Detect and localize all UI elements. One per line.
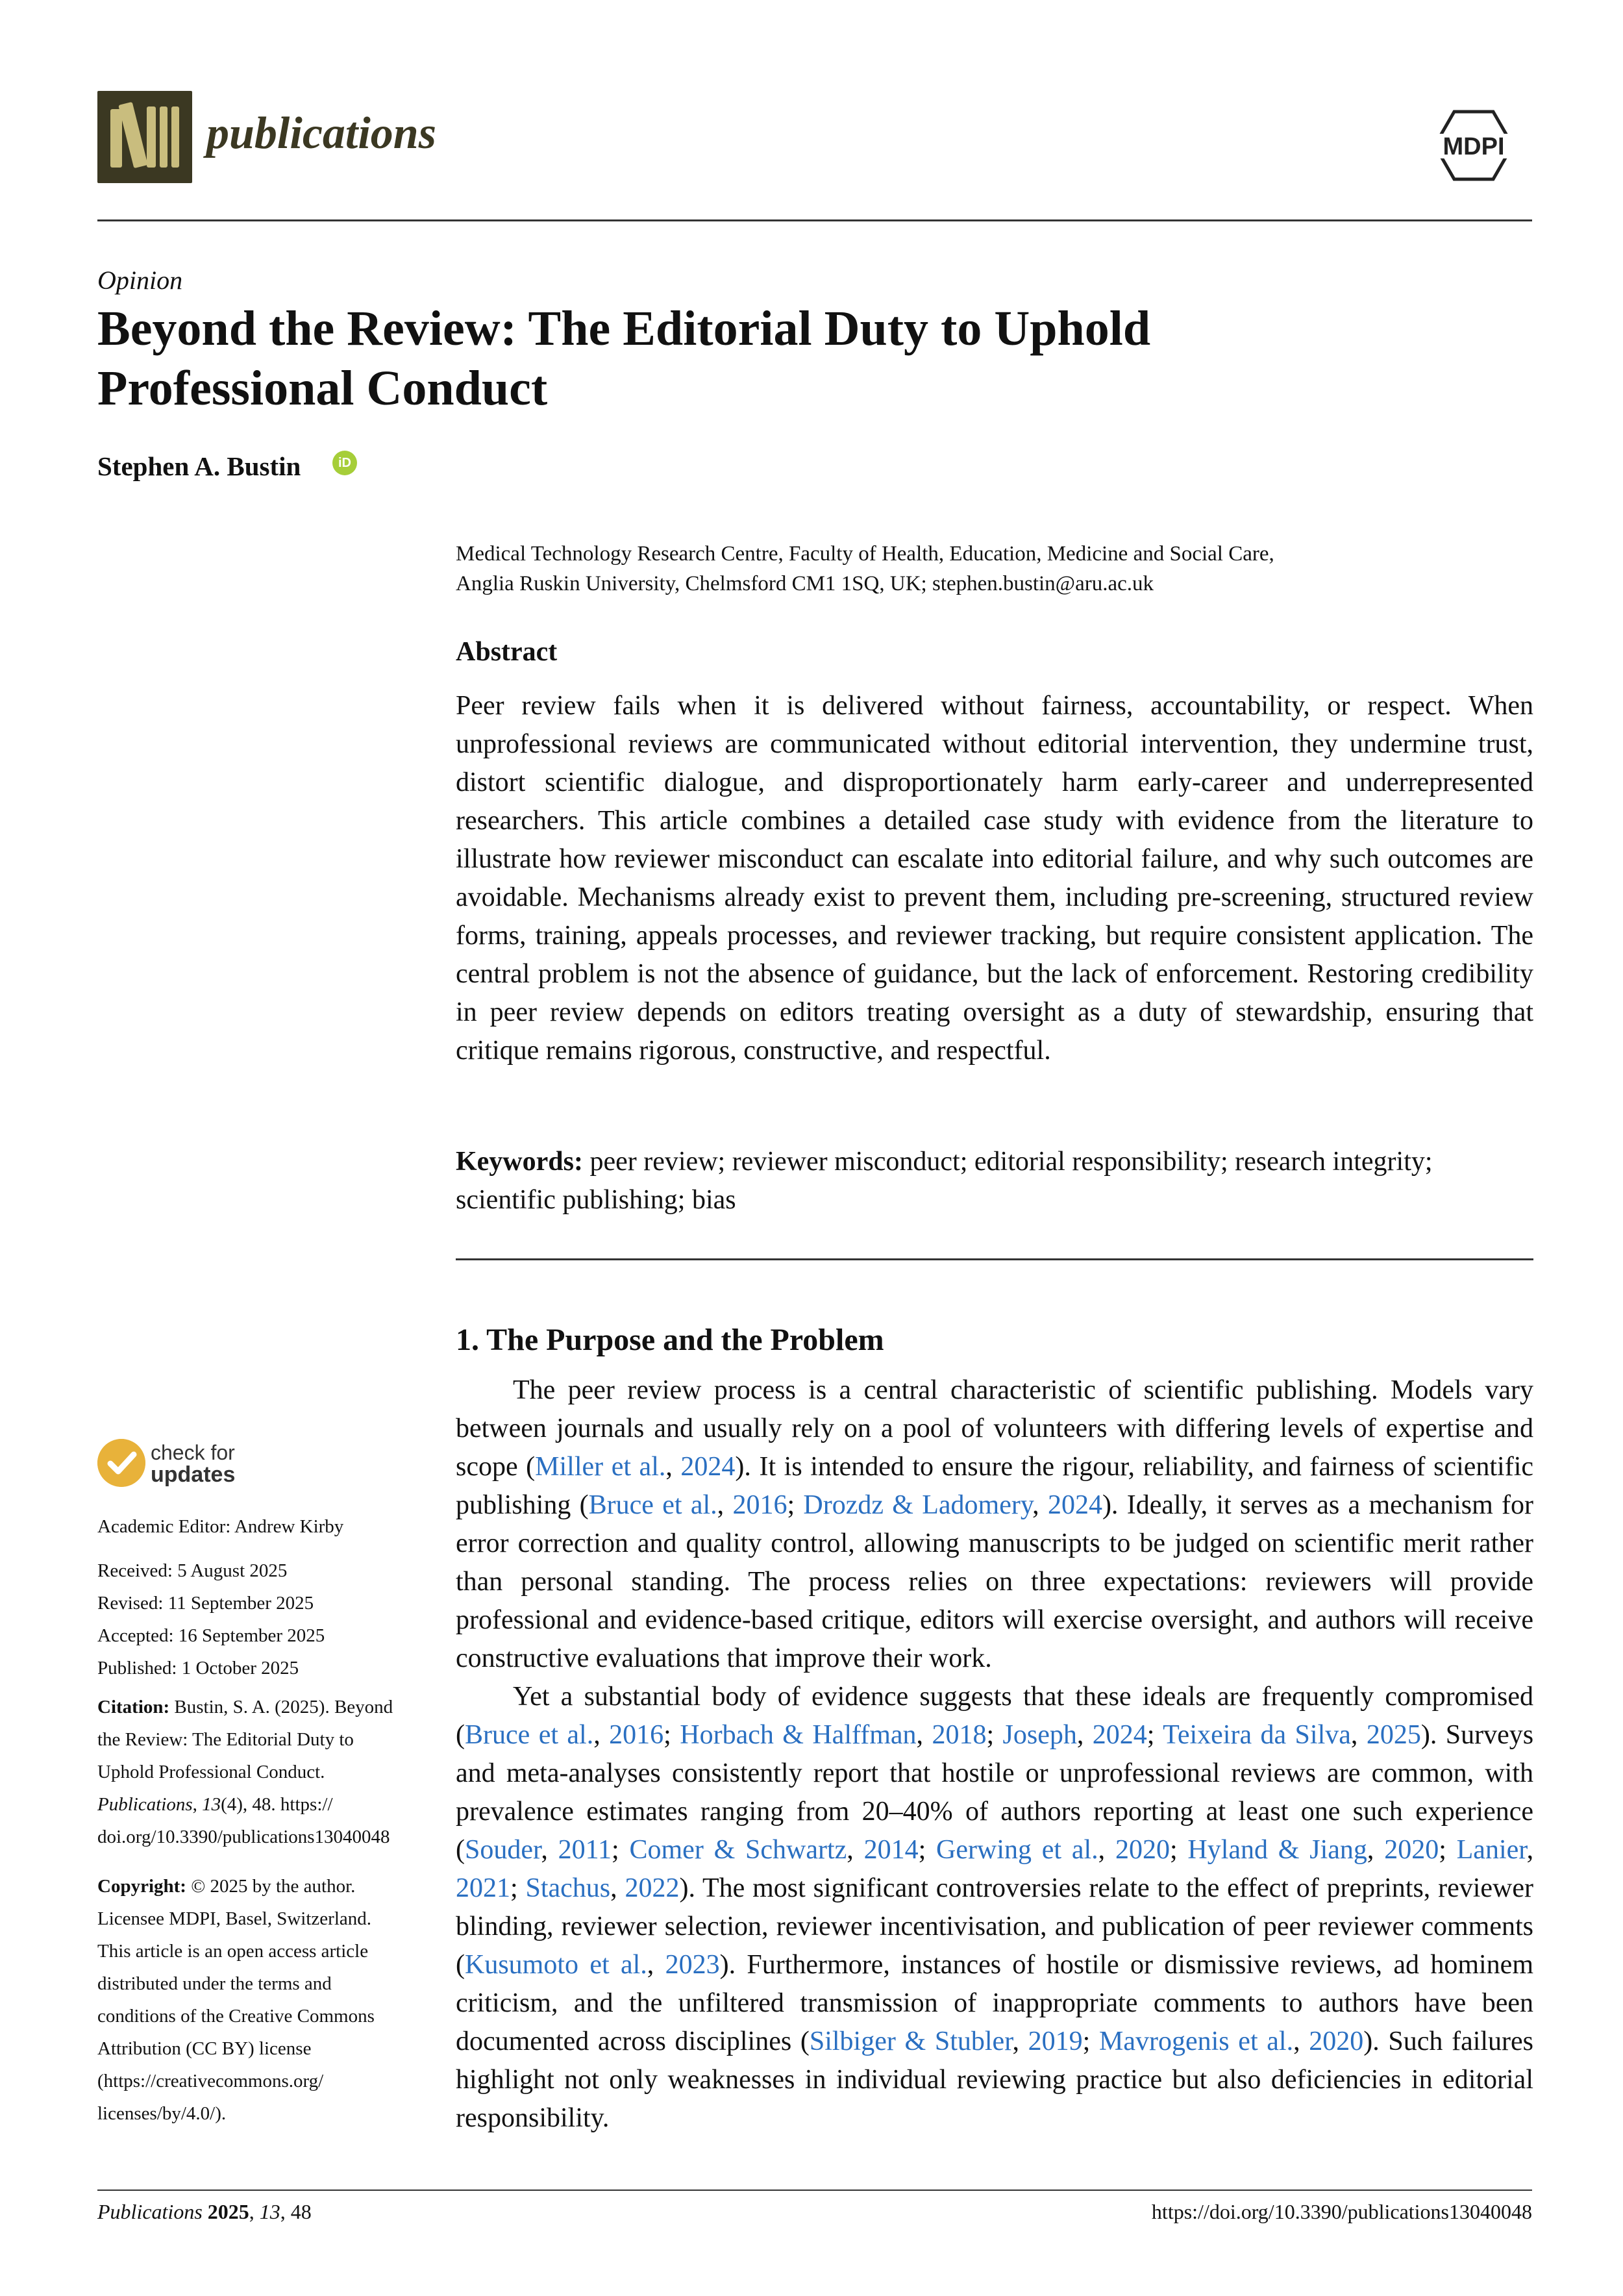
- reference-link[interactable]: Miller et al.: [535, 1452, 666, 1482]
- reference-link[interactable]: Hyland & Jiang: [1187, 1835, 1367, 1865]
- reference-link[interactable]: 2021: [456, 1873, 510, 1903]
- citation-label: Citation:: [97, 1697, 170, 1717]
- footer-volume: 13: [259, 2200, 280, 2223]
- reference-link[interactable]: Stachus: [525, 1873, 611, 1903]
- paragraph-text: ,: [1012, 2027, 1028, 2056]
- paragraph-text: ;: [787, 1490, 804, 1520]
- academic-editor: Academic Editor: Andrew Kirby: [97, 1516, 344, 1537]
- footer-doi[interactable]: https://doi.org/10.3390/publications13040048: [1151, 2200, 1532, 2223]
- reference-link[interactable]: 2016: [609, 1720, 664, 1750]
- paragraph-text: ). Ideally, it serves as a mechanism for error correction and quality control, allowing manuscripts to be judged on scientific merit rather than personal standing. The process relies on three expectations: reviewers will provide professional and evidence-based critique, editors will exercise oversight, and authors will receive constructive evaluations that improve their work.: [456, 1490, 1534, 1673]
- paragraph-text: ;: [918, 1835, 937, 1865]
- author-name[interactable]: Stephen A. Bustin: [97, 451, 301, 481]
- paragraph-text: ,: [916, 1720, 932, 1750]
- check-updates-line-2: updates: [151, 1462, 236, 1487]
- citation-journal: Publications: [97, 1794, 193, 1815]
- citation-line-3: Uphold Professional Conduct.: [97, 1762, 325, 1782]
- citation-doi[interactable]: doi.org/10.3390/publications13040048: [97, 1827, 390, 1847]
- keywords: [456, 1143, 1533, 1219]
- footer-rule: [97, 2190, 1532, 2191]
- copyright-line-1: © 2025 by the author.: [191, 1876, 356, 1897]
- paragraph-text: Yet a substantial body of evidence suggests that these ideals are frequently compromised (: [456, 1682, 1533, 1750]
- reference-link[interactable]: Drozdz & Ladomery: [803, 1490, 1033, 1520]
- abstract-heading: Abstract: [456, 637, 558, 667]
- date-revised: Revised: 11 September 2025: [97, 1593, 314, 1614]
- reference-link[interactable]: Souder: [465, 1835, 541, 1865]
- paragraph-text: ;: [1169, 1835, 1188, 1865]
- paragraph-text: ,: [1367, 1835, 1385, 1865]
- citation-block: Citation: Bustin, S. A. (2025). Beyond the Review: The Editorial Duty to Uphold Professional Conduct. Publications, 13(4), 48. https:// doi.org/10.3390/publications13040048: [97, 1691, 415, 1853]
- footer-citation: Publications 2025, 13, 48: [97, 2200, 312, 2223]
- reference-link[interactable]: 2023: [665, 1950, 720, 1980]
- date-accepted: Accepted: 16 September 2025: [97, 1625, 325, 1646]
- copyright-line-5: conditions of the Creative Commons: [97, 2006, 375, 2027]
- citation-line-2: the Review: The Editorial Duty to: [97, 1729, 354, 1750]
- section-body: [456, 1371, 1533, 2138]
- reference-link[interactable]: 2024: [680, 1452, 736, 1482]
- article-type: Opinion: [97, 266, 183, 295]
- reference-link[interactable]: 2020: [1309, 2027, 1364, 2056]
- journal-logo[interactable]: [97, 91, 192, 183]
- paragraph-text: ,: [665, 1452, 681, 1482]
- article-title: [97, 299, 1396, 418]
- reference-link[interactable]: 2020: [1384, 1835, 1439, 1865]
- reference-link[interactable]: Bruce et al.: [465, 1720, 594, 1750]
- paragraph-2: [456, 1678, 1533, 2138]
- reference-link[interactable]: 2011: [558, 1835, 612, 1865]
- reference-link[interactable]: Joseph: [1002, 1720, 1077, 1750]
- keywords-text: peer review; reviewer misconduct; editorial responsibility; research integrity; scientific publishing; bias: [456, 1147, 1433, 1215]
- paragraph-text: ,: [717, 1490, 733, 1520]
- header-rule: [97, 219, 1532, 221]
- citation-volume: 13: [202, 1794, 221, 1815]
- reference-link[interactable]: Teixeira da Silva: [1163, 1720, 1351, 1750]
- reference-link[interactable]: 2016: [732, 1490, 787, 1520]
- title-line-1: Beyond the Review: The Editorial Duty to Uphold: [97, 301, 1151, 356]
- paragraph-text: ). The most significant controversies relate to the effect of preprints, reviewer blinding, reviewer selection, reviewer incentivisation, and publication of peer reviewer comments (: [456, 1873, 1534, 1980]
- paragraph-text: ). Furthermore, instances of hostile or dismissive reviews, ad hominem criticism, and the unfiltered transmission of inappropriate comments to authors have been documented across disciplines (: [456, 1950, 1533, 2056]
- reference-link[interactable]: Lanier: [1456, 1835, 1527, 1865]
- paragraph-text: ;: [1439, 1835, 1457, 1865]
- copyright-block: [97, 1870, 415, 2130]
- copyright-line-4: distributed under the terms and: [97, 1973, 332, 1994]
- paragraph-text: ;: [663, 1720, 680, 1750]
- copyright-line-2: Licensee MDPI, Basel, Switzerland.: [97, 1908, 372, 1929]
- citation-line-1: Bustin, S. A. (2025). Beyond: [174, 1697, 393, 1717]
- keywords-label: Keywords:: [456, 1147, 583, 1177]
- reference-link[interactable]: Horbach & Halffman: [680, 1720, 917, 1750]
- footer-journal: Publications: [97, 2200, 203, 2223]
- paragraph-text: ,: [610, 1873, 625, 1903]
- reference-link[interactable]: 2020: [1115, 1835, 1170, 1865]
- reference-link[interactable]: 2024: [1092, 1720, 1147, 1750]
- reference-link[interactable]: Kusumoto et al.: [465, 1950, 647, 1980]
- paragraph-text: ,: [593, 1720, 610, 1750]
- footer-year: 2025: [207, 2200, 249, 2223]
- reference-link[interactable]: Gerwing et al.: [936, 1835, 1098, 1865]
- reference-link[interactable]: Comer & Schwartz: [629, 1835, 847, 1865]
- check-for-updates[interactable]: [151, 1441, 235, 1486]
- paragraph-text: ;: [510, 1873, 526, 1903]
- date-published: Published: 1 October 2025: [97, 1658, 299, 1678]
- reference-link[interactable]: 2022: [625, 1873, 680, 1903]
- mdpi-logo-text: MDPI: [1443, 133, 1505, 160]
- paragraph-text: ,: [1076, 1720, 1093, 1750]
- paragraph-text: The peer review process is a central characteristic of scientific publishing. Models vary between journals and usually rely on a pool of volunteers with differing levels of expertise and scope (: [456, 1375, 1533, 1482]
- paragraph-text: ;: [1082, 2027, 1100, 2056]
- paragraph-text: ,: [1526, 1835, 1534, 1865]
- affiliation-line-2: Anglia Ruskin University, Chelmsford CM1 1SQ, UK; stephen.bustin@aru.ac.uk: [456, 572, 1154, 595]
- copyright-label: Copyright:: [97, 1876, 186, 1897]
- paragraph-text: ;: [986, 1720, 1003, 1750]
- paragraph-text: ,: [847, 1835, 864, 1865]
- orcid-icon[interactable]: iD: [332, 451, 357, 475]
- copyright-line-3: This article is an open access article: [97, 1941, 369, 1962]
- reference-link[interactable]: Mavrogenis et al.: [1099, 2027, 1294, 2056]
- paragraph-text: ;: [1146, 1720, 1163, 1750]
- date-received: Received: 5 August 2025: [97, 1560, 288, 1581]
- check-updates-line-1: check for: [151, 1441, 235, 1464]
- section-divider: [456, 1258, 1533, 1260]
- journal-name[interactable]: publications: [206, 108, 436, 158]
- title-line-2: Professional Conduct: [97, 361, 548, 416]
- footer-article-no: , 48: [280, 2200, 312, 2223]
- paragraph-text: ,: [1350, 1720, 1367, 1750]
- paragraph-text: ,: [1032, 1490, 1048, 1520]
- copyright-line-6: Attribution (CC BY) license: [97, 2038, 312, 2059]
- abstract-text: Peer review fails when it is delivered without fairness, accountability, or respect. When unprofessional reviews are communicated without editorial intervention, they undermine trust, distort scientific dialogue, and disproportionately harm early-career and underrepresented researchers. This article combines a detailed case study with evidence from the literature to illustrate how reviewer misconduct can escalate into editorial failure, and why such outcomes are avoidable. Mechanisms already exist to prevent them, including pre-screening, structured review forms, training, appeals processes, and reviewer tracking, but require consistent application. The central problem is not the absence of guidance, but the lack of enforcement. Restoring credibility in peer review depends on editors treating oversight as a duty of stewardship, ensuring that critique remains rigorous, constructive, and respectful.: [456, 691, 1533, 1066]
- article-dates: [97, 1554, 415, 1684]
- reference-link[interactable]: 2019: [1028, 2027, 1083, 2056]
- affiliation: [456, 539, 1533, 599]
- license-link-line-2[interactable]: licenses/by/4.0/).: [97, 2103, 227, 2124]
- reference-link[interactable]: 2024: [1047, 1490, 1102, 1520]
- paragraph-text: ;: [612, 1835, 630, 1865]
- reference-link[interactable]: Bruce et al.: [588, 1490, 717, 1520]
- check-for-updates-icon[interactable]: [97, 1439, 145, 1487]
- paragraph-text: ,: [1098, 1835, 1115, 1865]
- reference-link[interactable]: Silbiger & Stubler: [809, 2027, 1013, 2056]
- mdpi-logo[interactable]: [1415, 109, 1532, 187]
- affiliation-line-1: Medical Technology Research Centre, Faculty of Health, Education, Medicine and Social Care,: [456, 542, 1274, 566]
- reference-link[interactable]: 2014: [863, 1835, 919, 1865]
- citation-issue[interactable]: (4), 48. https://: [221, 1794, 333, 1815]
- paragraph-text: ). Surveys and meta-analyses consistently report that hostile or unprofessional reviews are common, with prevalence estimates ranging from 20–40% of authors reporting at least one such experience (: [456, 1720, 1534, 1865]
- paragraph-text: ). Such failures highlight not only weaknesses in individual reviewing practice but also deficiencies in editorial responsibility.: [456, 2027, 1534, 2133]
- paragraph-1: [456, 1371, 1533, 1678]
- paragraph-text: ,: [541, 1835, 558, 1865]
- paragraph-text: ). It is intended to ensure the rigour, reliability, and fairness of scientific publishing (: [456, 1452, 1534, 1520]
- section-heading: 1. The Purpose and the Problem: [456, 1323, 884, 1357]
- reference-link[interactable]: 2025: [1366, 1720, 1421, 1750]
- reference-link[interactable]: 2018: [932, 1720, 987, 1750]
- license-link-line-1[interactable]: (https://creativecommons.org/: [97, 2071, 324, 2091]
- paragraph-text: ,: [1293, 2027, 1309, 2056]
- paragraph-text: ,: [647, 1950, 665, 1980]
